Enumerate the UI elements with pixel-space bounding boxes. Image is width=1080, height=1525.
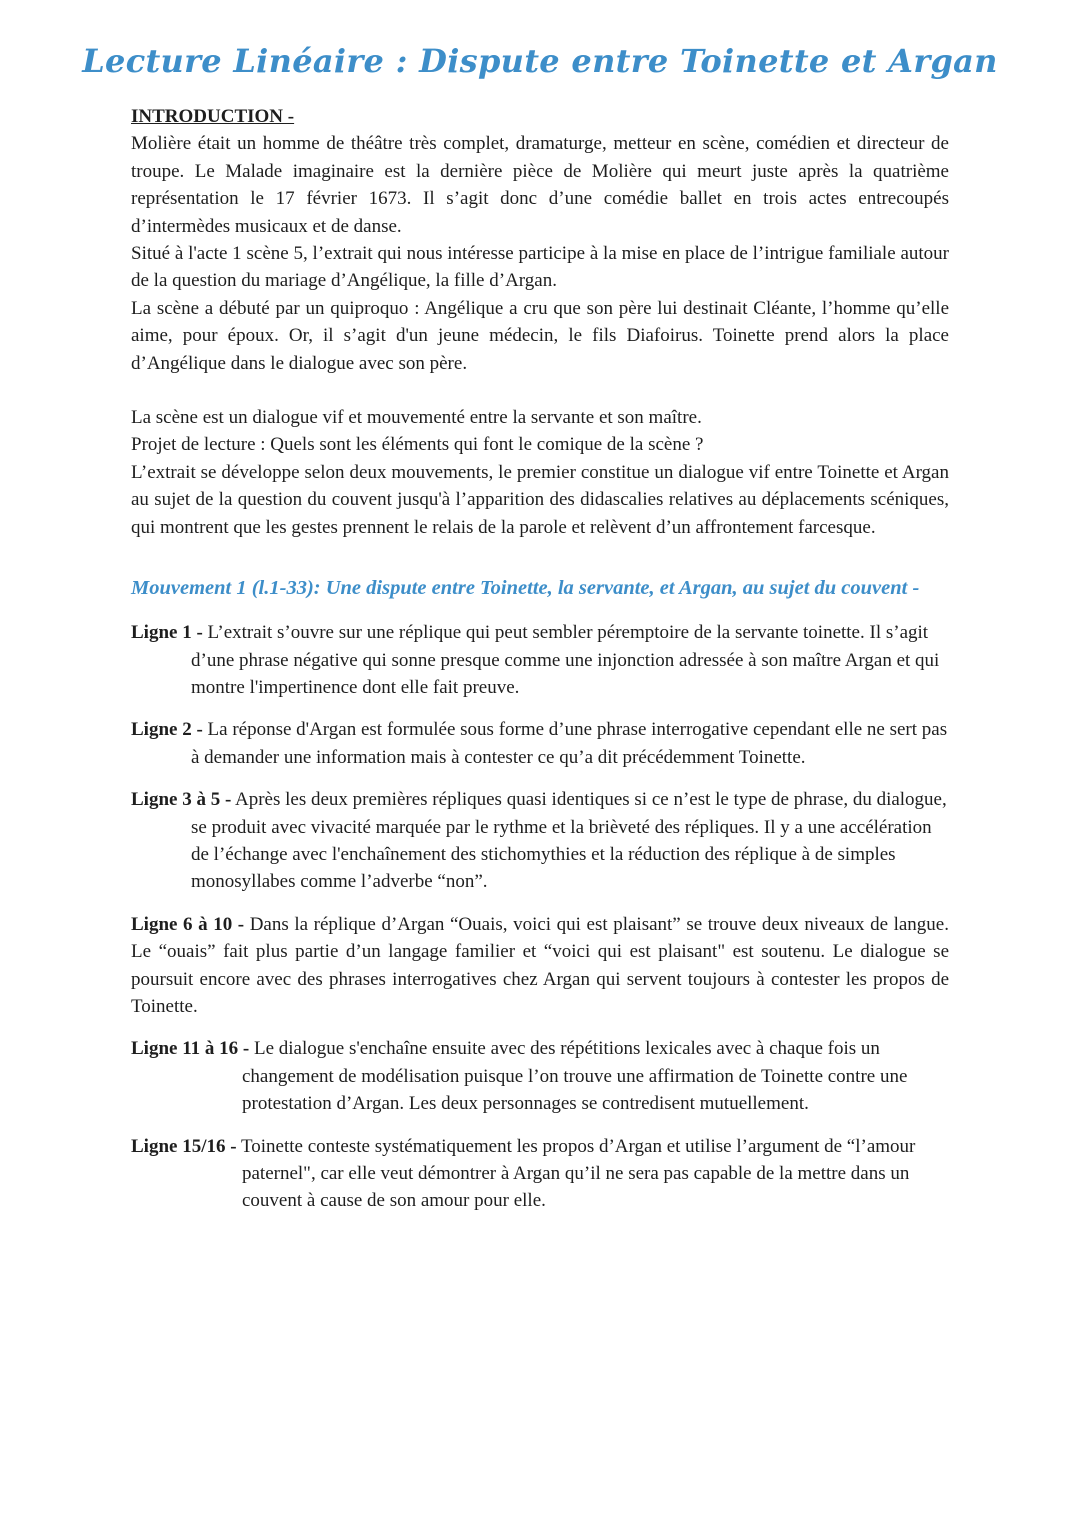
line-label: Ligne 2 - <box>131 719 203 741</box>
line-analysis <box>131 716 949 771</box>
intro-paragraph: La scène a débuté par un quiproquo : Angélique a cru que son père lui destinait Cléante, l’homme qu’elle aime, pour époux. Or, il s’agit d'un jeune médecin, le fils Diafoirus. Toinette prend alors la place d’Angélique dans le dialogue avec son père. <box>131 297 949 374</box>
line-label: Ligne 3 à 5 - <box>131 789 232 811</box>
document-title: Lecture Linéaire : Dispute entre Toinette et Argan <box>82 42 998 80</box>
line-text: La réponse d'Argan est formulée sous forme d’une phrase interrogative cependant elle ne sert pas à demander une information mais à contester ce qu’a dit précédemment Toinette. <box>191 719 948 768</box>
project-paragraph: La scène est un dialogue vif et mouvementé entre la servante et son maître. <box>131 407 702 429</box>
project-paragraph: Projet de lecture : Quels sont les éléments qui font le comique de la scène ? <box>131 434 704 456</box>
document-body <box>131 103 949 1215</box>
line-label: Ligne 6 à 10 - <box>131 913 245 935</box>
paragraph-spacer <box>131 377 949 404</box>
introduction-heading: INTRODUCTION - <box>131 106 295 127</box>
line-text: Le dialogue s'enchaîne ensuite avec des répétitions lexicales avec à chaque fois un changement de modélisation puisque l’on trouve une affirmation de Toinette contre une protestation d’Argan. Les deux personnages se contredisent mutuellement. <box>242 1038 908 1115</box>
line-label: Ligne 15/16 - <box>131 1135 237 1157</box>
line-label: Ligne 1 - <box>131 622 203 644</box>
line-text: Toinette conteste systématiquement les propos d’Argan et utilise l’argument de “l’amour paternel", car elle veut démontrer à Argan qu’il ne sera pas capable de la mettre dans un couvent à cause de son amour pour elle. <box>236 1135 916 1212</box>
line-text: Dans la réplique d’Argan “Ouais, voici qui est plaisant” se trouve deux niveaux de langue. Le “ouais” fait plus partie d’un langage familier et “voici qui est plaisant" est soutenu. Le dialogue se poursuit encore avec des phrases interrogatives chez Argan qui servent toujours à contester les propos de Toinette. <box>131 913 949 1017</box>
line-analysis <box>131 1035 949 1117</box>
project-paragraph: L’extrait se développe selon deux mouvements, le premier constitue un dialogue vif entre Toinette et Argan au sujet de la question du couvent jusqu'à l’apparition des didascalies relatives au déplacements scéniques, qui montrent que les gestes prennent le relais de la parole et relèvent d’un affrontement farcesque. <box>131 461 949 538</box>
line-analysis <box>131 911 949 1021</box>
line-analysis <box>131 619 949 701</box>
line-analysis <box>131 786 949 896</box>
intro-paragraph: Situé à l'acte 1 scène 5, l’extrait qui nous intéresse participe à la mise en place de l’intrigue familiale autour de la question du mariage d’Angélique, la fille d’Argan. <box>131 243 949 292</box>
line-text: L’extrait s’ouvre sur une réplique qui peut sembler péremptoire de la servante toinette. Il s’agit d’une phrase négative qui sonne presque comme une injonction adressée à son maître Argan et qui montre l'impertinence dont elle fait preuve. <box>191 622 940 698</box>
line-analysis <box>131 1133 949 1215</box>
intro-paragraph: Molière était un homme de théâtre très complet, dramaturge, metteur en scène, comédien et directeur de troupe. Le Malade imaginaire est la dernière pièce de Molière qui meurt juste après la quatrième représentation le 17 février 1673. Il s’agit donc d’une comédie ballet en trois actes entrecoupés d’intermèdes musicaux et de danse. <box>131 133 949 237</box>
movement-heading: Mouvement 1 (l.1-33): Une dispute entre Toinette, la servante, et Argan, au sujet du couvent - <box>131 577 920 600</box>
line-text: Après les deux premières répliques quasi identiques si ce n’est le type de phrase, du dialogue, se produit avec vivacité marquée par le rythme et la brièveté des répliques. Il y a une accélération de l’échange avec l'enchaînement des stichomythies et la réduction des réplique à de simples monosyllabes comme l’adverbe “non”. <box>191 789 947 893</box>
line-label: Ligne 11 à 16 - <box>131 1038 250 1060</box>
